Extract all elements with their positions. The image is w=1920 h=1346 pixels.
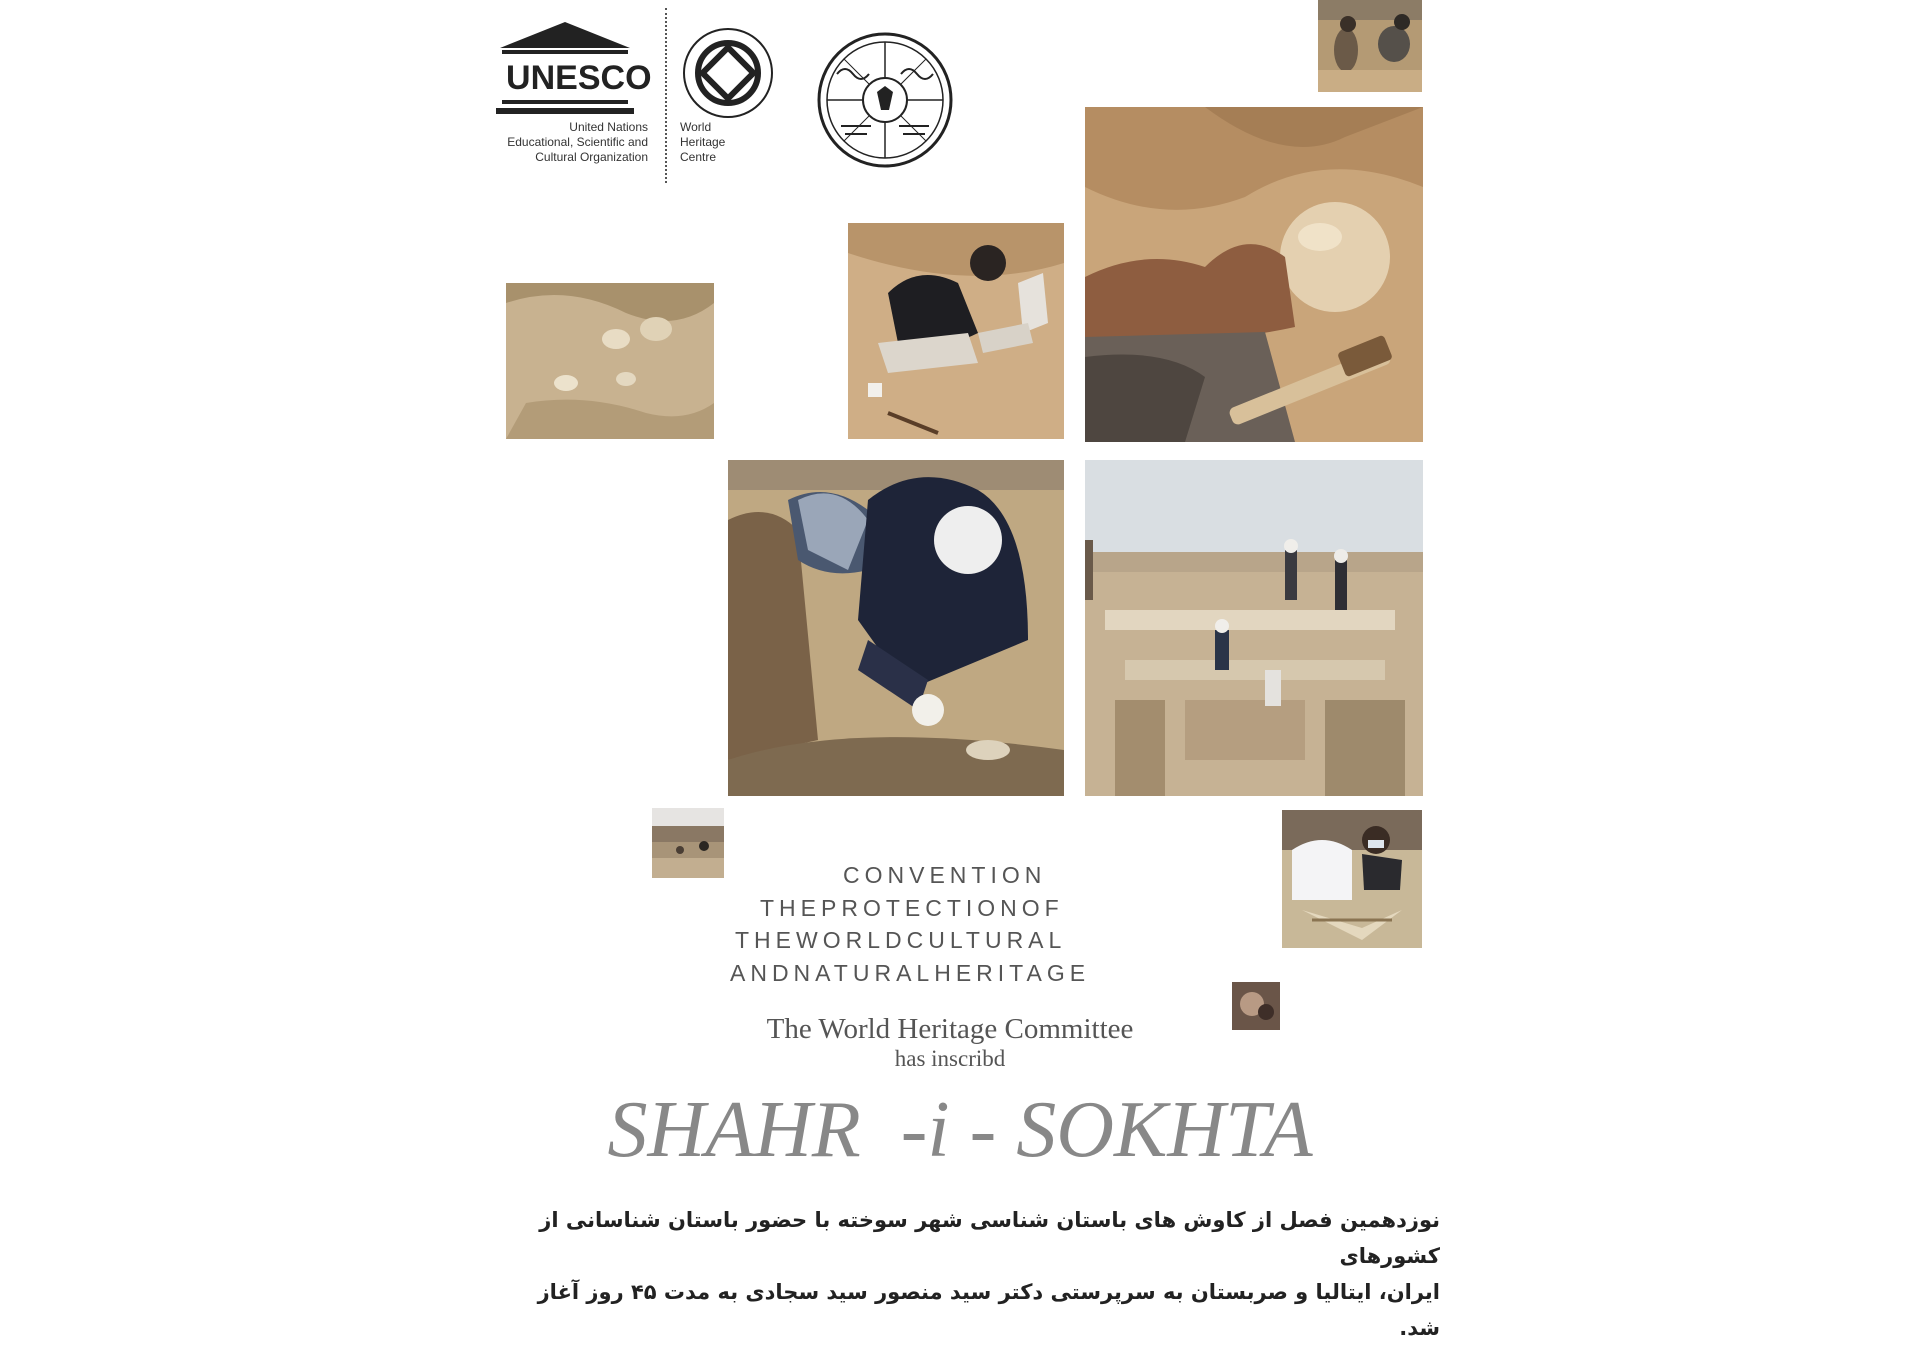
unesco-caption-line: United Nations (569, 120, 648, 134)
unesco-caption-line: Cultural Organization (535, 150, 648, 164)
unesco-letter: C (600, 58, 626, 97)
unesco-caption (480, 120, 648, 165)
site-title: SHAHR -i - SOKHTA (607, 1086, 1313, 1174)
unesco-letter: U (506, 58, 531, 97)
convention-line-1: CONVENTION (843, 862, 1047, 888)
whc-caption-line: World (680, 120, 712, 134)
persian-description (500, 1202, 1440, 1346)
unesco-letter: N (530, 58, 556, 97)
convention-line-2: THEPROTECTIONOF (760, 895, 1064, 921)
unesco-wordmark (506, 58, 652, 98)
unesco-caption-line: Educational, Scientific and (507, 135, 648, 149)
convention-line-3: THEWORLDCULTURAL (735, 927, 1067, 953)
photo-excavation-site (1085, 460, 1423, 796)
archaeology-seal-icon (815, 30, 955, 170)
unesco-letter: S (577, 58, 601, 97)
photo-kneeling-archaeologist (848, 223, 1064, 439)
committee-subheading: has inscribd (894, 1046, 1006, 1071)
world-heritage-emblem (680, 25, 776, 121)
photo-small-site (652, 808, 724, 878)
photo-excavators-top-right (1318, 0, 1422, 92)
photo-bones-in-sand (506, 283, 714, 439)
whc-caption-line: Heritage (680, 135, 726, 149)
persian-line-2: ایران، ایتالیا و صربستان به سرپرستی دکتر سید منصور سید سجادی به مدت ۴۵ روز آغاز شد. (537, 1280, 1440, 1340)
convention-line-4: ANDNATURALHERITAGE (730, 960, 1091, 986)
world-heritage-icon (680, 25, 776, 121)
committee-heading: The World Heritage Committee (766, 1013, 1134, 1045)
logo-divider (665, 8, 667, 183)
photo-brushing-pottery (1085, 107, 1423, 442)
unesco-letter: E (555, 58, 578, 97)
unesco-letter: O (625, 58, 652, 97)
photo-workers-digging (728, 460, 1064, 796)
whc-caption (680, 120, 770, 165)
whc-caption-line: Centre (680, 150, 717, 164)
archaeology-seal (815, 30, 955, 170)
persian-line-1: نوزدهمین فصل از کاوش های باستان شناسی شهر سوخته با حضور باستان شناسانی از کشورهای (539, 1208, 1440, 1268)
